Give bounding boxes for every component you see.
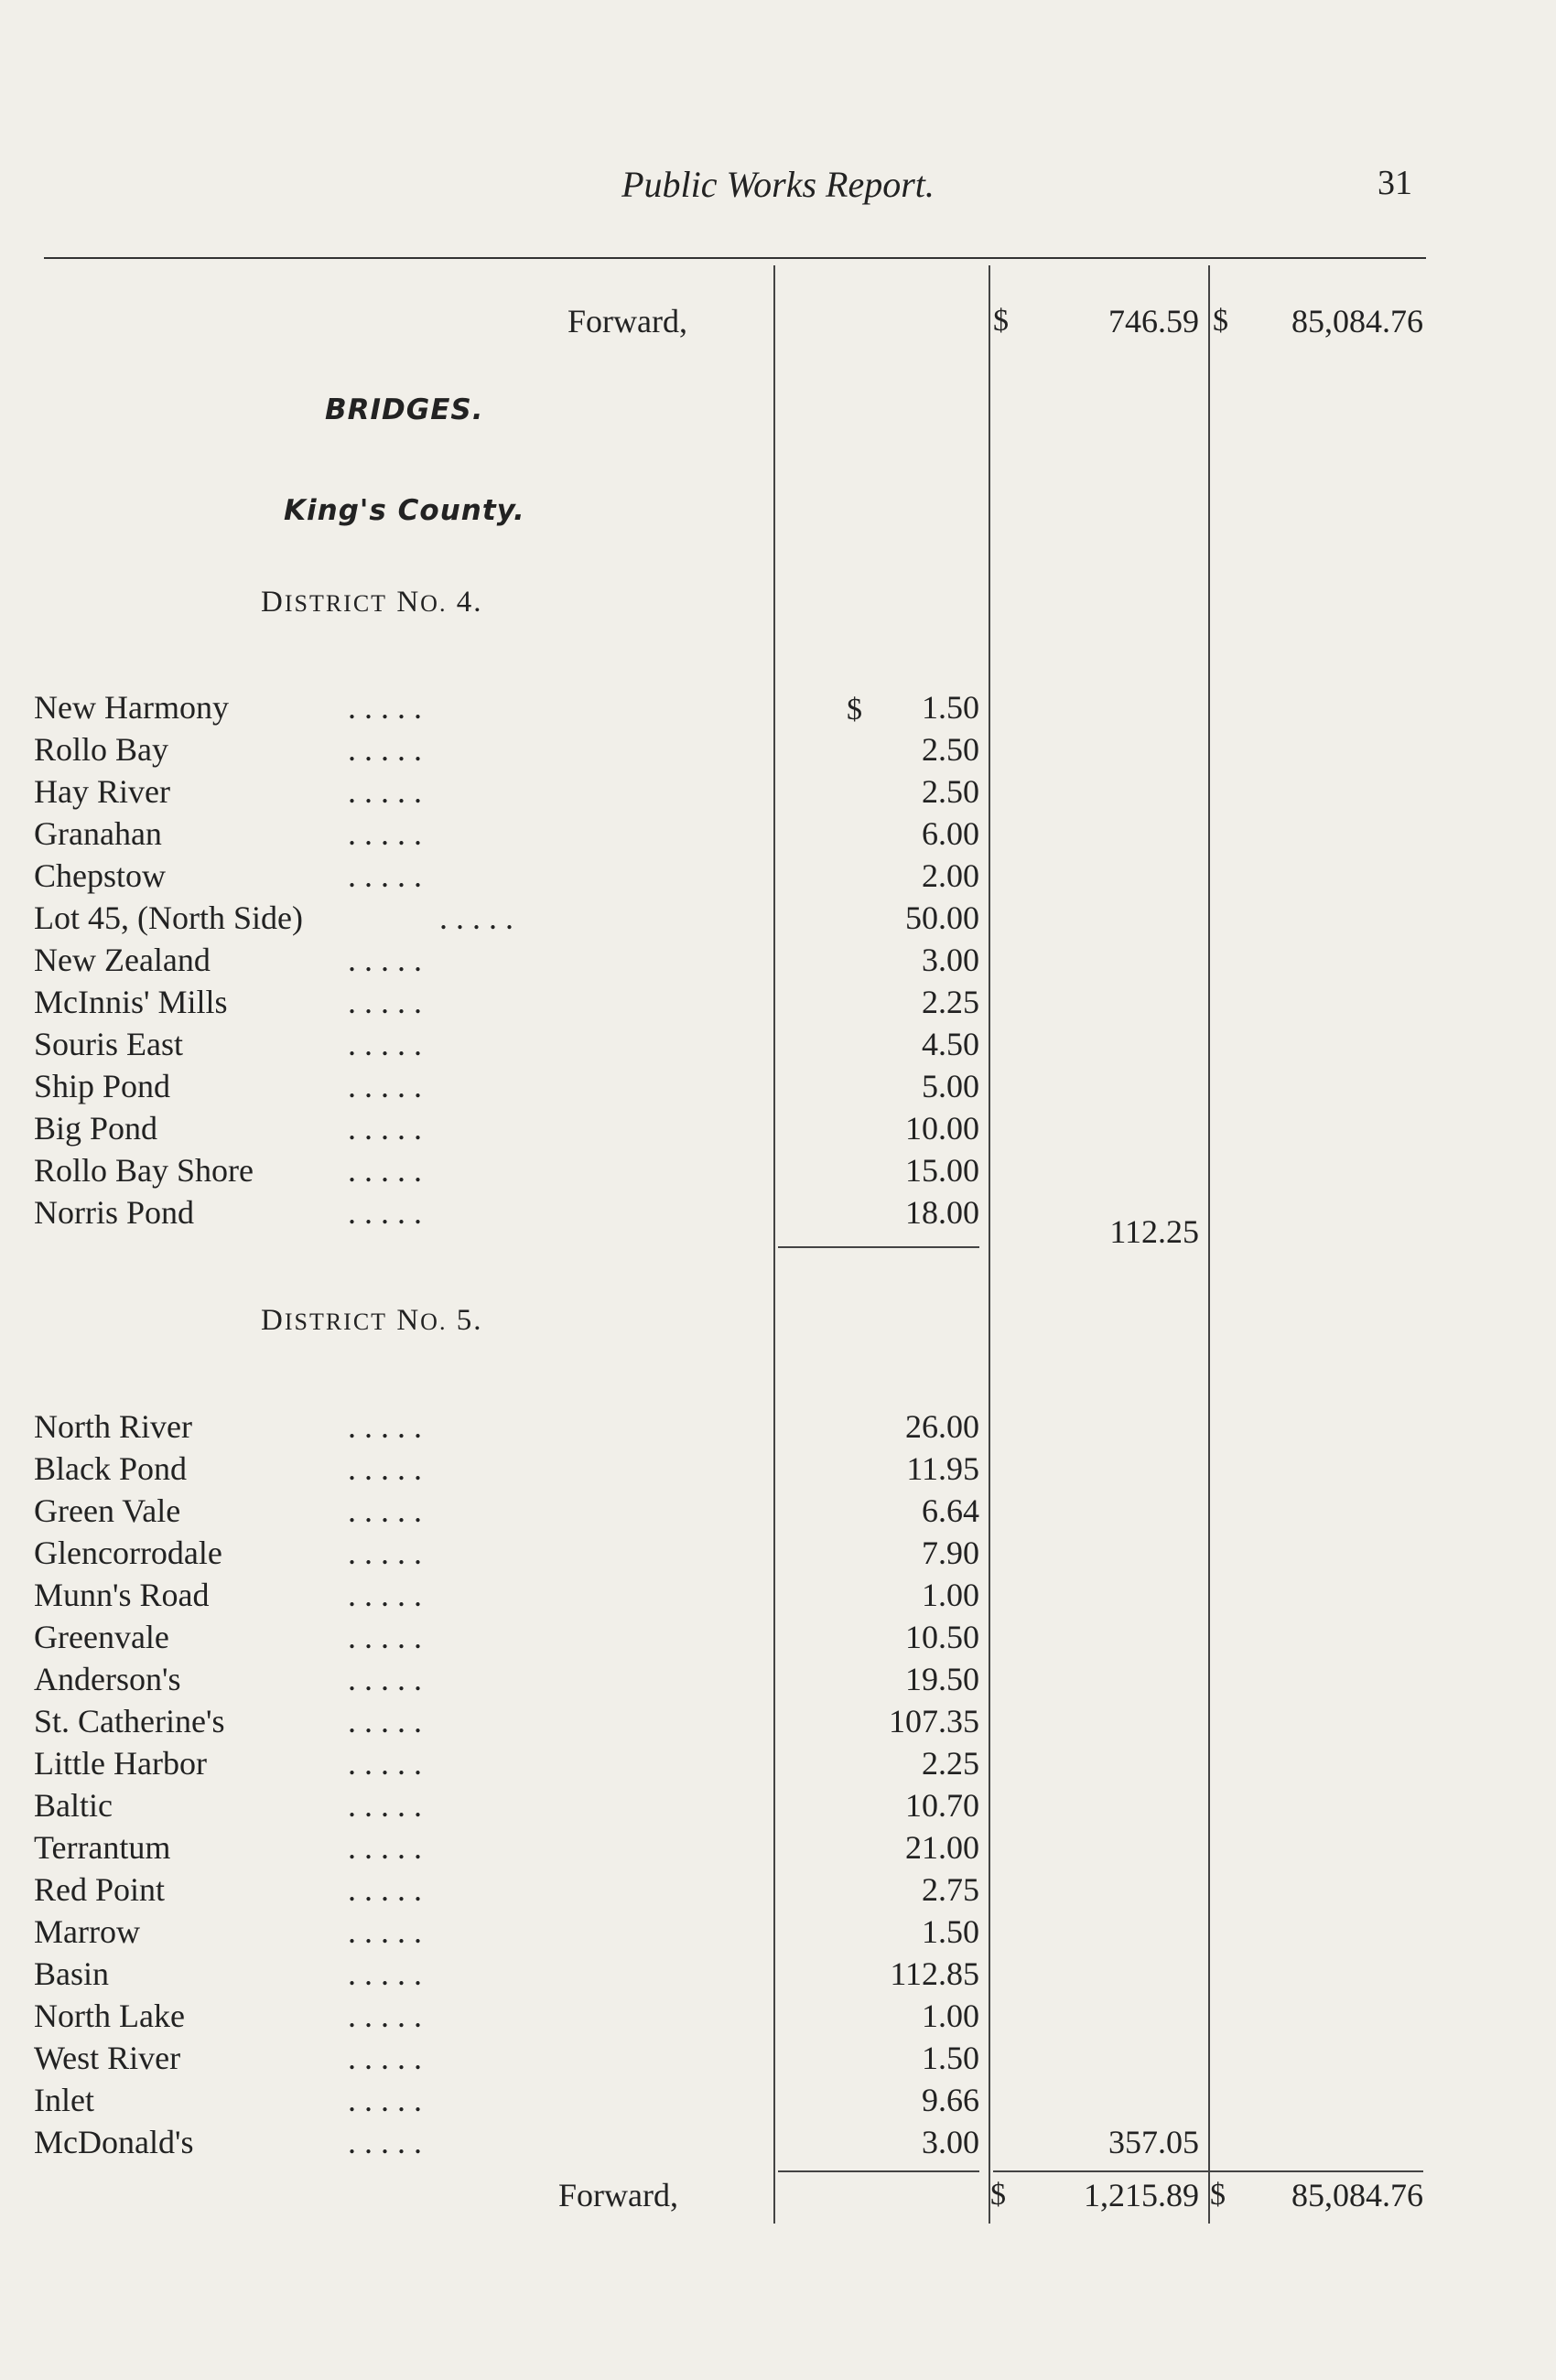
dollar-sign: $ — [847, 693, 862, 727]
list-item: Rollo Bay — [34, 731, 169, 768]
dot-leader: . . . . . — [348, 731, 422, 768]
amount: 3.00 — [922, 2124, 979, 2160]
page-number: 31 — [1378, 164, 1412, 202]
dot-leader: . . . . . — [348, 1194, 422, 1231]
list-item: McDonald's — [34, 2124, 194, 2160]
dollar-sign: $ — [1210, 2178, 1226, 2212]
amount: 26.00 — [905, 1408, 979, 1445]
list-item: Greenvale — [34, 1619, 169, 1655]
dot-leader: . . . . . — [348, 815, 422, 852]
amount: 21.00 — [905, 1829, 979, 1866]
section-title: BRIDGES. — [325, 393, 484, 426]
forward-top-col3: 85,084.76 — [1291, 303, 1423, 339]
dot-leader: . . . . . — [348, 1998, 422, 2034]
amount: 10.70 — [905, 1787, 979, 1824]
list-item: Red Point — [34, 1871, 166, 1908]
amount: 2.25 — [922, 1745, 979, 1782]
forward-bottom-col2: 1,215.89 — [1084, 2177, 1199, 2213]
list-item: North Lake — [34, 1998, 185, 2034]
list-item: Souris East — [34, 1026, 184, 1062]
dot-leader: . . . . . — [348, 2040, 422, 2076]
list-item: McInnis' Mills — [34, 984, 228, 1020]
dot-leader: . . . . . — [348, 1492, 422, 1529]
district-4-heading: DISTRICT NO. 4. — [261, 586, 483, 619]
amount: 3.00 — [922, 942, 979, 978]
district-5-total: 357.05 — [1108, 2124, 1199, 2160]
total-rule — [993, 2170, 1423, 2172]
forward-label-top: Forward, — [567, 303, 687, 339]
dot-leader: . . . . . — [348, 2082, 422, 2118]
dollar-sign: $ — [1213, 304, 1228, 338]
amount: 107.35 — [889, 1703, 979, 1739]
county-heading: King's County. — [284, 494, 525, 527]
dot-leader: . . . . . — [348, 1871, 422, 1908]
list-item: New Zealand — [34, 942, 211, 978]
amount: 15.00 — [905, 1152, 979, 1189]
subtotal-rule — [778, 2170, 979, 2172]
amount: 112.85 — [890, 1955, 979, 1992]
list-item: Basin — [34, 1955, 110, 1992]
amount: 11.95 — [906, 1450, 979, 1487]
amount: 6.64 — [922, 1492, 979, 1529]
amount: 1.00 — [922, 1998, 979, 2034]
amount: 2.00 — [922, 857, 979, 894]
list-item: Anderson's — [34, 1661, 181, 1697]
dot-leader: . . . . . — [348, 689, 422, 726]
dot-leader: . . . . . — [348, 1535, 422, 1571]
forward-bottom-col3: 85,084.76 — [1291, 2177, 1423, 2213]
list-item: Norris Pond — [34, 1194, 195, 1231]
list-item: Black Pond — [34, 1450, 187, 1487]
list-item: Little Harbor — [34, 1745, 207, 1782]
subtotal-rule — [778, 1246, 979, 1248]
amount: 1.50 — [922, 689, 979, 726]
dollar-sign: $ — [993, 304, 1009, 338]
list-item: Marrow — [34, 1913, 140, 1950]
dot-leader: . . . . . — [348, 1661, 422, 1697]
list-item: Munn's Road — [34, 1577, 210, 1613]
amount: 7.90 — [922, 1535, 979, 1571]
dot-leader: . . . . . — [348, 1408, 422, 1445]
dot-leader: . . . . . — [348, 1913, 422, 1950]
dot-leader: . . . . . — [348, 1745, 422, 1782]
header-rule — [44, 257, 1426, 259]
list-item: Lot 45, (North Side) — [34, 899, 303, 936]
list-item: Glencorrodale — [34, 1535, 222, 1571]
list-item: St. Catherine's — [34, 1703, 225, 1739]
dot-leader: . . . . . — [348, 942, 422, 978]
amount: 2.50 — [922, 731, 979, 768]
forward-label-bottom: Forward, — [558, 2177, 678, 2213]
list-item: North River — [34, 1408, 192, 1445]
dot-leader: . . . . . — [348, 1152, 422, 1189]
dot-leader: . . . . . — [348, 1068, 422, 1104]
list-item: Inlet — [34, 2082, 94, 2118]
dot-leader: . . . . . — [348, 984, 422, 1020]
amount: 2.75 — [922, 1871, 979, 1908]
dot-leader: . . . . . — [348, 773, 422, 810]
dot-leader: . . . . . — [348, 1577, 422, 1613]
amount: 10.00 — [905, 1110, 979, 1147]
dollar-sign: $ — [990, 2178, 1006, 2212]
dot-leader: . . . . . — [348, 1026, 422, 1062]
dot-leader: . . . . . — [348, 1703, 422, 1739]
list-item: Baltic — [34, 1787, 113, 1824]
list-item: Chepstow — [34, 857, 166, 894]
amount: 19.50 — [905, 1661, 979, 1697]
amount: 4.50 — [922, 1026, 979, 1062]
list-item: New Harmony — [34, 689, 229, 726]
dot-leader: . . . . . — [348, 1110, 422, 1147]
amount: 10.50 — [905, 1619, 979, 1655]
list-item: Big Pond — [34, 1110, 158, 1147]
dot-leader: . . . . . — [439, 899, 513, 936]
list-item: Rollo Bay Shore — [34, 1152, 254, 1189]
column-rule-1 — [773, 265, 775, 2224]
list-item: Terrantum — [34, 1829, 171, 1866]
amount: 1.50 — [922, 1913, 979, 1950]
column-rule-3 — [1208, 265, 1210, 2224]
district-5-heading: DISTRICT NO. 5. — [261, 1304, 483, 1337]
amount: 50.00 — [905, 899, 979, 936]
amount: 9.66 — [922, 2082, 979, 2118]
district-4-total: 112.25 — [1109, 1213, 1199, 1250]
amount: 1.50 — [922, 2040, 979, 2076]
amount: 18.00 — [905, 1194, 979, 1231]
dot-leader: . . . . . — [348, 1787, 422, 1824]
list-item: West River — [34, 2040, 181, 2076]
list-item: Ship Pond — [34, 1068, 171, 1104]
amount: 2.25 — [922, 984, 979, 1020]
forward-top-col2: 746.59 — [1108, 303, 1199, 339]
column-rule-2 — [989, 265, 990, 2224]
list-item: Green Vale — [34, 1492, 181, 1529]
list-item: Hay River — [34, 773, 170, 810]
amount: 5.00 — [922, 1068, 979, 1104]
dot-leader: . . . . . — [348, 1619, 422, 1655]
dot-leader: . . . . . — [348, 2124, 422, 2160]
dot-leader: . . . . . — [348, 1450, 422, 1487]
dot-leader: . . . . . — [348, 1955, 422, 1992]
dot-leader: . . . . . — [348, 857, 422, 894]
page-title: Public Works Report. — [621, 164, 935, 205]
list-item: Granahan — [34, 815, 162, 852]
amount: 2.50 — [922, 773, 979, 810]
amount: 6.00 — [922, 815, 979, 852]
amount: 1.00 — [922, 1577, 979, 1613]
dot-leader: . . . . . — [348, 1829, 422, 1866]
